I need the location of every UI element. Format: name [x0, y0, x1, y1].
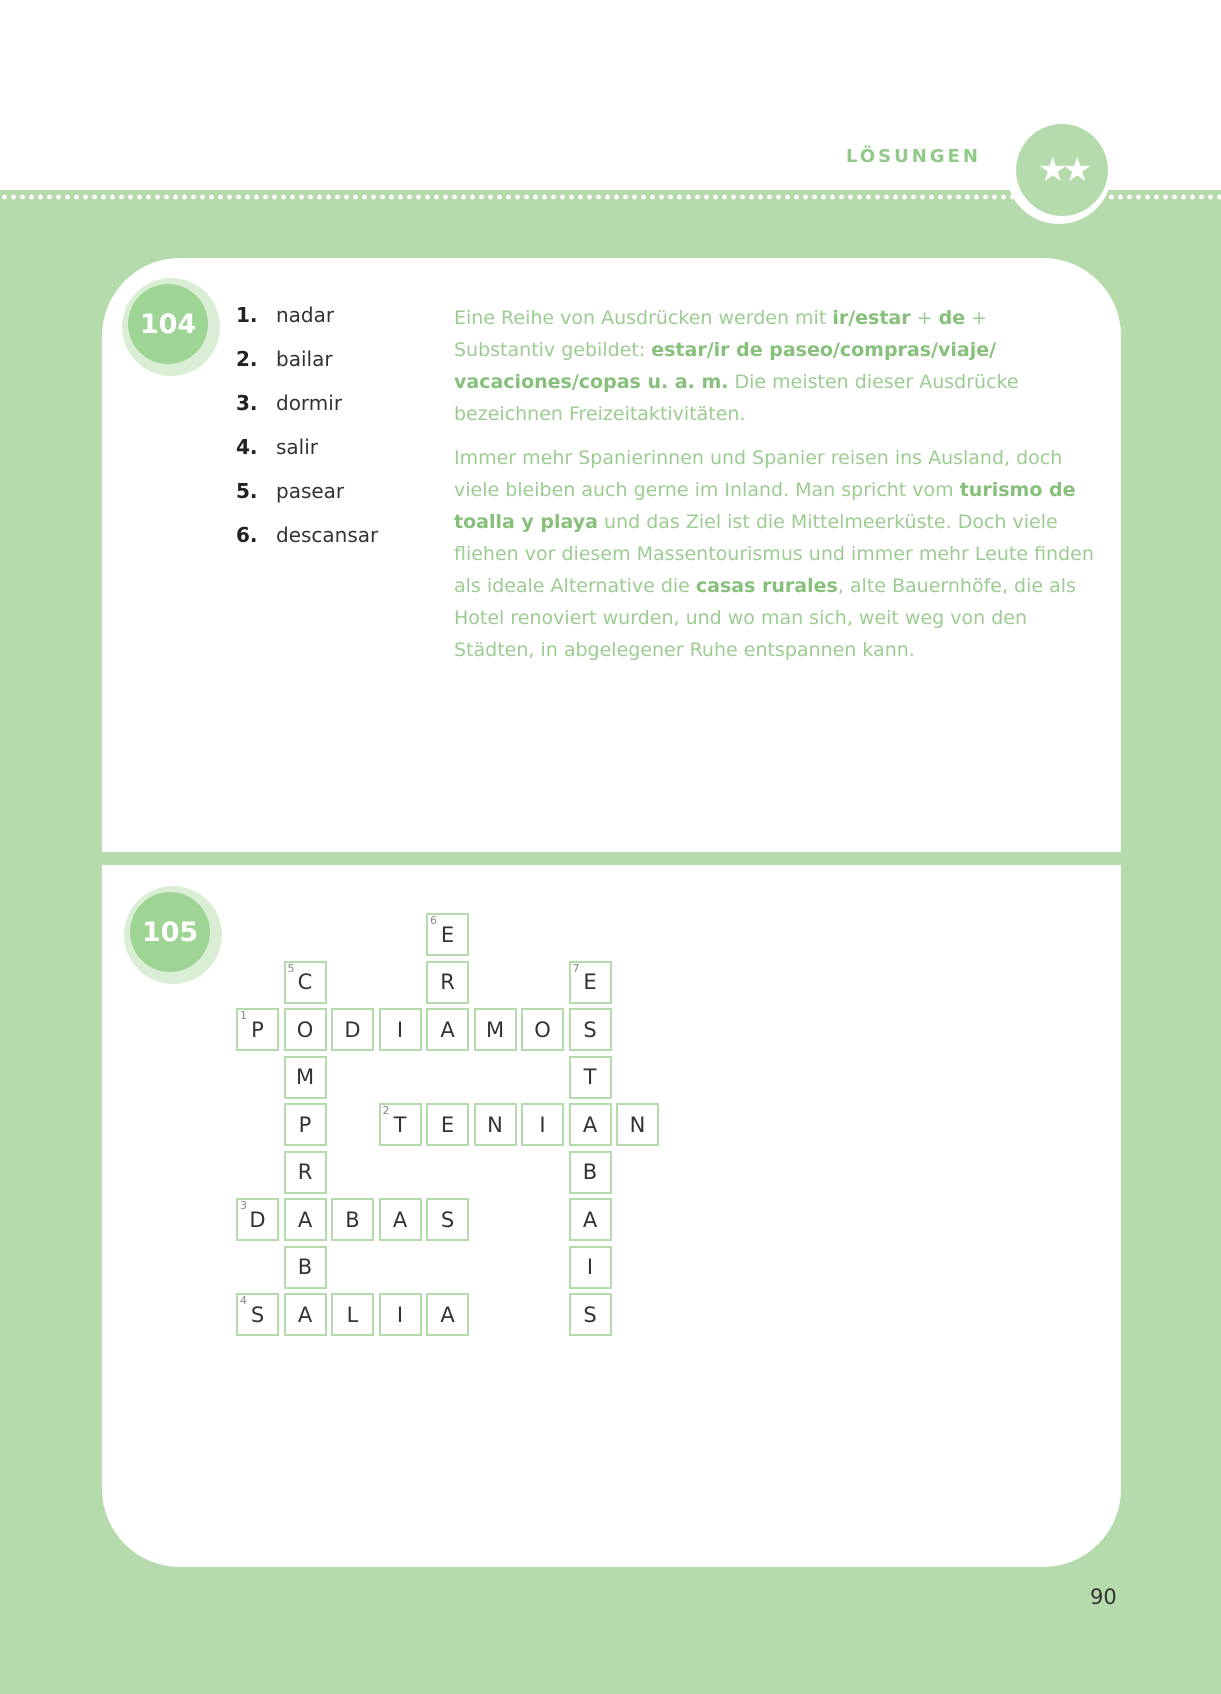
highlight-term: casas rurales [695, 575, 838, 597]
exercise-number: 104 [128, 284, 208, 364]
text-run: Immer mehr Spanierinnen und Spanier reisen ins Ausland, doch viele bleiben auch gerne im Inland. Man spricht vom [454, 447, 1063, 501]
crossword-cell [236, 1293, 279, 1336]
answer-word: bailar [276, 347, 333, 371]
crossword-letter: T [583, 1065, 597, 1089]
crossword-cell [426, 1293, 469, 1336]
crossword-cell [569, 1103, 612, 1146]
crossword-letter: D [249, 1207, 266, 1232]
highlight-term: estar/ir de paseo/compras/viaje/ vacaciones/copas u. a. m. [454, 339, 997, 393]
crossword-cell [569, 1198, 612, 1241]
crossword-letter: R [297, 1160, 313, 1184]
crossword-cell [426, 1198, 469, 1241]
crossword-letter: C [297, 970, 313, 994]
crossword-cell [426, 913, 469, 956]
stars-icon: ★★ [1037, 150, 1087, 190]
crossword-cell [284, 1103, 327, 1146]
crossword-letter: E [440, 922, 455, 947]
highlight-term: turismo de toalla y playa [454, 479, 1076, 533]
crossword-letter: E [583, 970, 597, 994]
clue-number: 3 [240, 1199, 247, 1212]
crossword-cell [284, 1008, 327, 1051]
crossword-cell [379, 1008, 422, 1051]
answer-word: pasear [276, 479, 345, 503]
text-run: Die meisten dieser Ausdrücke bezeichnen Freizeitaktivitäten. [454, 371, 1019, 425]
clue-number: 4 [240, 1294, 247, 1307]
crossword-cell [284, 1246, 327, 1289]
answer-number: 6. [236, 523, 258, 547]
answer-item [236, 391, 416, 435]
clue-number: 2 [382, 1104, 390, 1117]
crossword-cell [284, 1293, 327, 1336]
crossword-cell [331, 1008, 374, 1051]
crossword-cell [331, 1293, 374, 1336]
crossword-letter: O [296, 1017, 314, 1042]
text-run: + [910, 307, 939, 329]
answer-number: 2. [236, 347, 258, 371]
crossword-letter: S [583, 1017, 597, 1042]
crossword-cell [426, 1103, 469, 1146]
explanation-paragraph [454, 442, 1094, 666]
crossword-cell [236, 1198, 279, 1241]
crossword-letter: B [582, 1160, 598, 1184]
clue-number: 5 [287, 961, 295, 975]
section-title: LÖSUNGEN [846, 146, 981, 167]
crossword-cell [569, 961, 612, 1004]
clue-number: 1 [240, 1009, 247, 1022]
highlight-term: ir/estar [832, 307, 911, 329]
crossword-letter: A [297, 1302, 313, 1327]
crossword-letter: T [393, 1112, 407, 1137]
crossword-cell [284, 1056, 327, 1099]
answer-item [236, 479, 416, 523]
clue-number: 7 [572, 961, 580, 975]
crossword-cell [284, 1198, 327, 1241]
page-number: 90 [1090, 1585, 1117, 1609]
explanation-text [454, 302, 1094, 678]
crossword-letter: R [440, 970, 455, 994]
answer-item [236, 347, 416, 391]
exercise-number: 105 [130, 892, 210, 972]
crossword-letter: I [396, 1017, 404, 1042]
crossword-cell [331, 1198, 374, 1241]
answer-number: 3. [236, 391, 258, 415]
crossword-letter: A [582, 1207, 598, 1232]
crossword-letter: A [297, 1207, 313, 1232]
answer-item [236, 303, 416, 347]
crossword-cell [284, 961, 327, 1004]
crossword-letter: D [344, 1017, 361, 1042]
crossword-cell [236, 1008, 279, 1051]
crossword-letter: A [440, 1017, 455, 1042]
crossword-cell [569, 1293, 612, 1336]
crossword-cell [284, 1151, 327, 1194]
crossword-cell [569, 1056, 612, 1099]
crossword-cell [569, 1151, 612, 1194]
answer-list [236, 303, 416, 567]
crossword-cell [616, 1103, 659, 1146]
text-run: + Substantiv gebildet: [454, 307, 988, 361]
crossword-letter: N [629, 1112, 646, 1137]
crossword-letter: B [345, 1207, 360, 1232]
crossword-cell [379, 1293, 422, 1336]
crossword-letter: M [295, 1065, 315, 1089]
answer-item [236, 435, 416, 479]
crossword-letter: L [346, 1302, 359, 1327]
clue-number: 6 [430, 914, 437, 927]
answer-word: nadar [276, 303, 335, 327]
crossword-letter: S [440, 1207, 455, 1232]
highlight-term: de [938, 307, 966, 329]
crossword-letter: P [251, 1017, 264, 1042]
crossword-letter: P [298, 1112, 312, 1137]
crossword-cell [379, 1103, 422, 1146]
stars-badge [1016, 124, 1108, 216]
crossword-letter: S [250, 1302, 265, 1327]
crossword-letter: E [440, 1112, 455, 1137]
text-run: Eine Reihe von Ausdrücken werden mit [454, 307, 833, 329]
crossword-cell [379, 1198, 422, 1241]
crossword-letter: I [539, 1112, 546, 1137]
answer-word: dormir [276, 391, 343, 415]
exercise-number-badge [122, 278, 220, 376]
text-run: , alte Bauernhöfe, die als Hotel renoviert wurden, und wo man sich, weit weg von den Städten, in abgelegener Ruhe entspannen kann. [454, 575, 1076, 661]
crossword-letter: B [297, 1255, 313, 1279]
explanation-paragraph [454, 302, 1094, 430]
answer-number: 5. [236, 479, 258, 503]
exercise-number-badge [124, 886, 222, 984]
crossword-cell [521, 1103, 564, 1146]
answer-word: descansar [276, 523, 379, 547]
crossword-cell [521, 1008, 564, 1051]
crossword-cell [426, 961, 469, 1004]
text-run: und das Ziel ist die Mittelmeerküste. Doch viele fliehen vor diesem Massentourismus und immer mehr Leute finden als ideale Alternative die [454, 511, 1094, 597]
crossword-grid [236, 913, 666, 1345]
crossword-letter: O [534, 1017, 551, 1042]
crossword-letter: A [440, 1302, 455, 1327]
crossword-letter: S [583, 1302, 597, 1327]
crossword-cell [474, 1103, 517, 1146]
crossword-cell [426, 1008, 469, 1051]
answer-item [236, 523, 416, 567]
crossword-letter: A [582, 1112, 598, 1137]
crossword-cell [569, 1008, 612, 1051]
crossword-letter: I [586, 1255, 594, 1279]
crossword-cell [474, 1008, 517, 1051]
crossword-cell [569, 1246, 612, 1289]
crossword-letter: M [485, 1017, 505, 1042]
crossword-letter: N [487, 1112, 503, 1137]
crossword-letter: A [392, 1207, 408, 1232]
answer-number: 1. [236, 303, 258, 327]
crossword-letter: I [396, 1302, 404, 1327]
answer-number: 4. [236, 435, 258, 459]
answer-word: salir [276, 435, 319, 459]
